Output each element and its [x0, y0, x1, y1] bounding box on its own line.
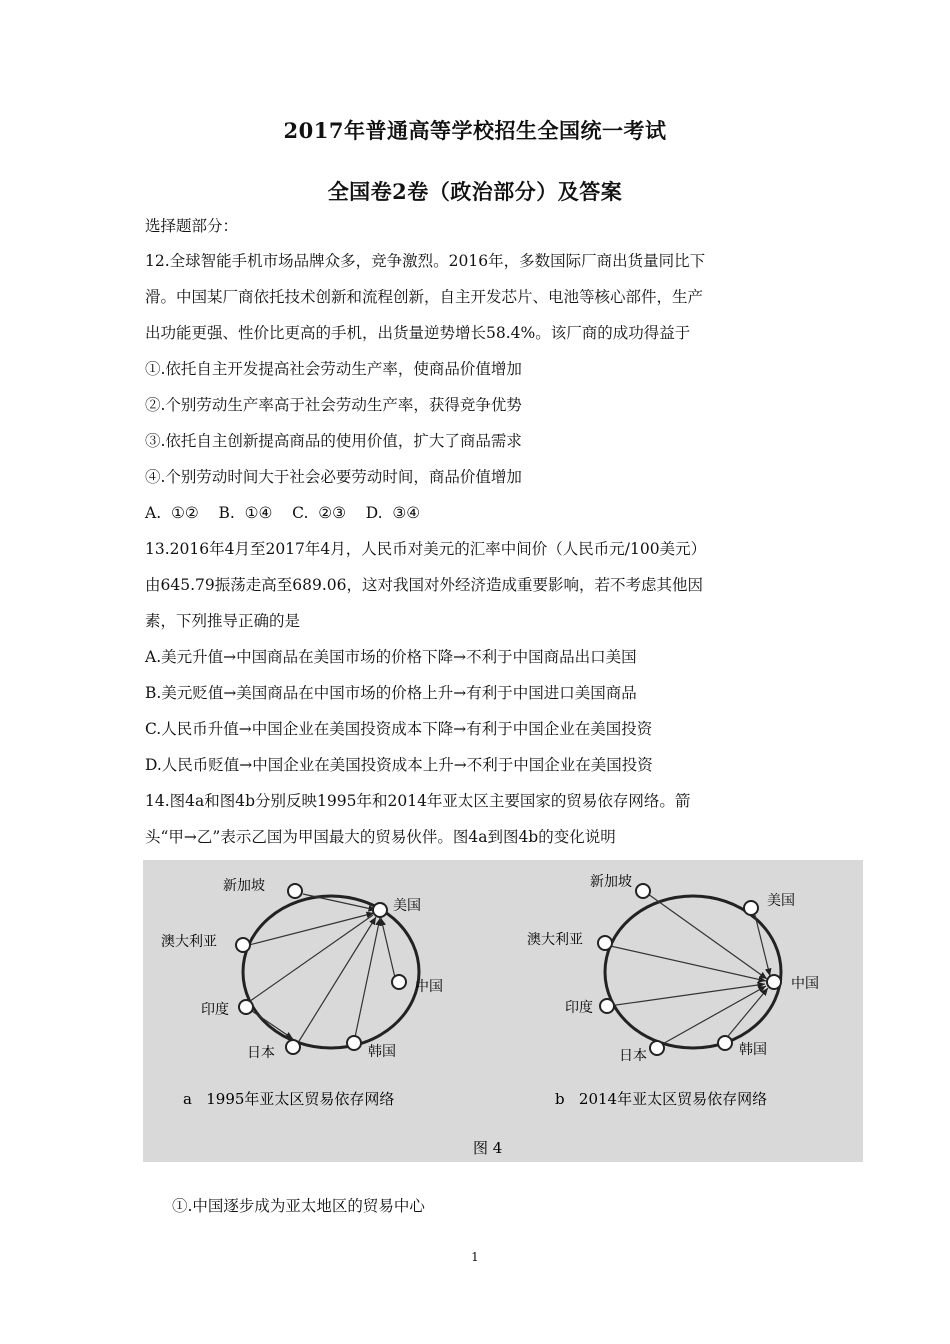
- node-india: [239, 1000, 253, 1014]
- node-australia: [598, 936, 612, 950]
- label-australia: 澳大利亚: [161, 934, 217, 950]
- arrow-usa-japan: [243, 915, 373, 1006]
- node-korea: [347, 1036, 361, 1050]
- label-japan: 日本: [619, 1048, 647, 1064]
- q14-item-1: ①.中国逐步成为亚太地区的贸易中心: [172, 1197, 425, 1215]
- node-singapore: [636, 884, 650, 898]
- label-china: 中国: [791, 976, 819, 992]
- node-china: [392, 975, 406, 989]
- q13-stem-line: 由645.79振荡走高至689.06，这对我国对外经济造成重要影响，若不考虑其他因: [145, 576, 703, 594]
- label-singapore: 新加坡: [223, 878, 265, 894]
- section-label: 选择题部分：: [145, 217, 239, 235]
- q12-stem-line: 出功能更强、性价比更高的手机，出货量逆势增长58.4%。该厂商的成功得益于: [145, 324, 691, 342]
- q13-stem-line: 13.2016年4月至2017年4月，人民币对美元的汇率中间价（人民币元/100美元）: [145, 540, 707, 558]
- q12-item-4: ④.个别劳动时间大于社会必要劳动时间，商品价值增加: [145, 468, 522, 486]
- ring-a: [243, 896, 419, 1048]
- q12-options: A. ①② B. ①④ C. ②③ D. ③④: [145, 504, 421, 522]
- arrow-australia-usa: [245, 913, 374, 946]
- q13-option-c: C.人民币升值→中国企业在美国投资成本下降→有利于中国企业在美国投资: [145, 720, 653, 738]
- diagram-a: [161, 878, 443, 1061]
- node-japan: [650, 1041, 664, 1055]
- label-japan: 日本: [247, 1045, 275, 1061]
- arrow-japan-usa: [296, 917, 376, 1046]
- node-usa: [744, 901, 758, 915]
- arrow-australia-china: [606, 945, 766, 981]
- label-korea: 韩国: [739, 1042, 767, 1058]
- ring-b: [605, 896, 781, 1048]
- label-korea: 韩国: [368, 1044, 396, 1060]
- node-china: [767, 975, 781, 989]
- arrow-japan-china: [659, 986, 766, 1046]
- exam-title: 2017年普通高等学校招生全国统一考试: [283, 118, 667, 143]
- label-australia: 澳大利亚: [527, 932, 583, 948]
- figure-4-trade-network: [143, 860, 863, 1162]
- q14-stem-line: 14.图4a和图4b分别反映1995年和2014年亚太区主要国家的贸易依存网络。箭: [145, 792, 691, 810]
- figure-label: 图 4: [473, 1139, 503, 1157]
- exam-subtitle: 全国卷2卷（政治部分）及答案: [327, 179, 623, 204]
- q13-option-a: A.美元升值→中国商品在美国市场的价格下降→不利于中国商品出口美国: [145, 648, 637, 666]
- q14-stem-line: 头“甲→乙”表示乙国为甲国最大的贸易伙伴。图4a到图4b的变化说明: [145, 828, 616, 846]
- q13-option-d: D.人民币贬值→中国企业在美国投资成本上升→不利于中国企业在美国投资: [145, 756, 653, 774]
- node-korea: [718, 1036, 732, 1050]
- node-singapore: [288, 884, 302, 898]
- node-japan: [286, 1040, 300, 1054]
- arrow-korea-usa: [354, 918, 380, 1042]
- label-singapore: 新加坡: [590, 874, 632, 890]
- node-usa: [373, 903, 387, 917]
- arrow-india-japan: [249, 1009, 293, 1039]
- label-india: 印度: [565, 1000, 593, 1016]
- label-usa: 美国: [767, 893, 795, 909]
- label-usa: 美国: [393, 898, 421, 914]
- q12-stem-line: 滑。中国某厂商依托技术创新和流程创新，自主开发芯片、电池等核心部件，生产: [145, 288, 704, 306]
- q12-item-1: ①.依托自主开发提高社会劳动生产率，使商品价值增加: [145, 360, 522, 378]
- label-china: 中国: [415, 979, 443, 995]
- caption-b: b 2014年亚太区贸易依存网络: [555, 1090, 768, 1108]
- page-number: 1: [471, 1250, 479, 1264]
- q13-option-b: B.美元贬值→美国商品在中国市场的价格上升→有利于中国进口美国商品: [145, 684, 637, 702]
- q12-item-3: ③.依托自主创新提高商品的使用价值，扩大了商品需求: [145, 432, 522, 450]
- caption-a: a 1995年亚太区贸易依存网络: [183, 1090, 395, 1108]
- q12-stem-line: 12.全球智能手机市场品牌众多，竞争激烈。2016年，多数国际厂商出货量同比下: [145, 252, 706, 270]
- label-india: 印度: [201, 1002, 229, 1018]
- q12-item-2: ②.个别劳动生产率高于社会劳动生产率，获得竞争优势: [145, 396, 522, 414]
- q13-stem-line: 素，下列推导正确的是: [145, 612, 301, 630]
- arrow-india-china: [609, 984, 765, 1006]
- node-australia: [236, 938, 250, 952]
- diagram-b: [527, 874, 819, 1064]
- arrow-china-usa: [381, 918, 396, 982]
- node-india: [600, 999, 614, 1013]
